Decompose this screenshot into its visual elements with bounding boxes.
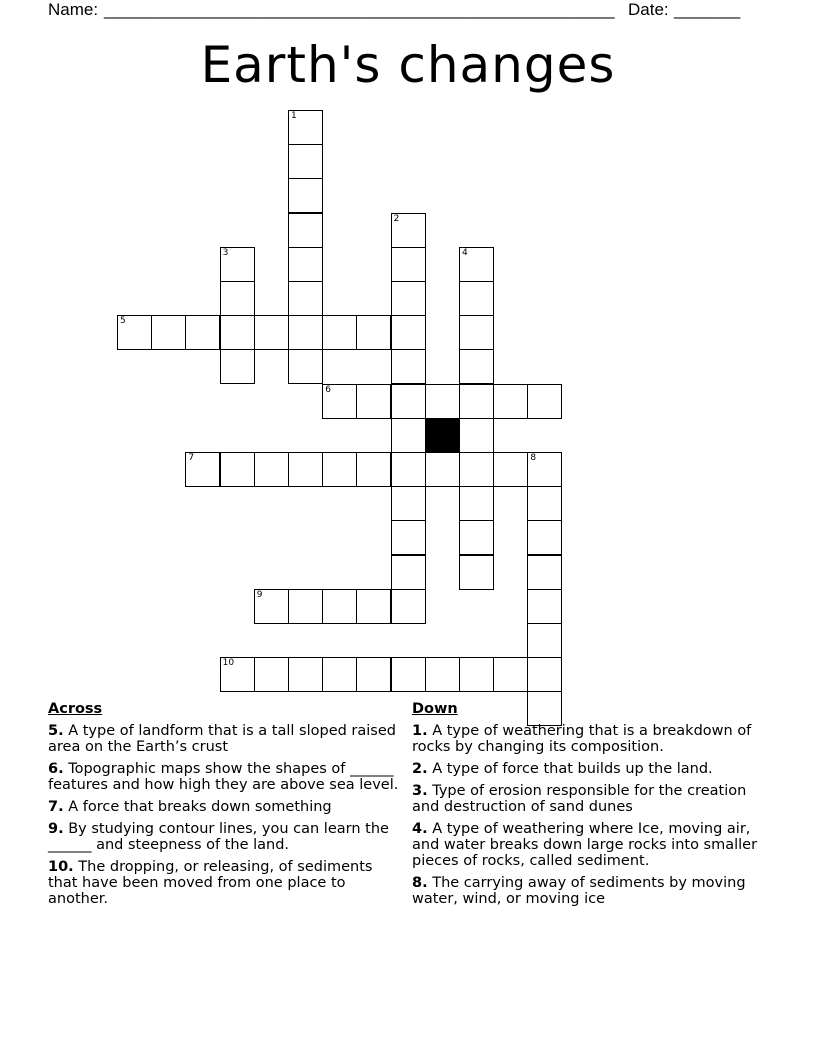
crossword-cell[interactable] [459,555,494,590]
name-blank[interactable]: ______________________________________________________ [104,0,615,19]
crossword-cell[interactable] [288,144,323,179]
crossword-cell[interactable] [220,452,255,487]
clue-down-8 [412,875,772,907]
crossword-cell[interactable] [288,349,323,384]
crossword-cell[interactable] [220,315,255,350]
crossword-cell[interactable] [391,520,426,555]
crossword-cell[interactable] [527,520,562,555]
clue-text: A force that breaks down something [63,799,332,815]
down-clues [412,701,772,913]
crossword-cell[interactable] [220,281,255,316]
crossword-cell[interactable] [356,315,391,350]
cell-number: 7 [188,453,195,463]
crossword-cell[interactable] [185,315,220,350]
name-label: Name: [48,0,99,19]
crossword-cell[interactable] [356,589,391,624]
cell-number: 3 [222,247,229,258]
crossword-cell[interactable] [322,384,357,419]
crossword-cell[interactable] [220,657,255,692]
crossword-cell[interactable] [391,418,426,453]
clue-text: Topographic maps show the shapes of ______ features and how high they are above sea level. [48,761,399,793]
crossword-cell[interactable] [220,247,255,282]
clue-number: 4. [412,821,428,837]
crossword-cell[interactable] [322,589,357,624]
down-heading: Down [412,701,458,717]
crossword-cell[interactable] [527,623,562,658]
clue-text: A type of force that builds up the land. [427,761,713,777]
crossword-cell[interactable] [425,452,460,487]
crossword-cell[interactable] [459,384,494,419]
clue-number: 2. [412,761,428,777]
crossword-cell[interactable] [391,452,426,487]
clue-text: A type of weathering that is a breakdown of rocks by changing its composition. [412,723,752,755]
crossword-cell[interactable] [459,486,494,521]
crossword-cell[interactable] [493,657,528,692]
crossword-cell[interactable] [322,315,357,350]
clue-down-4 [412,821,772,869]
crossword-cell[interactable] [288,657,323,692]
clue-text: By studying contour lines, you can learn the ______ and steepness of the land. [48,821,389,853]
clue-across-10 [48,859,404,907]
crossword-cell[interactable] [459,418,494,453]
crossword-cell[interactable] [117,315,152,350]
crossword-cell[interactable] [459,247,494,282]
cell-number: 10 [222,658,235,669]
clue-text: A type of landform that is a tall sloped raised area on the Earth’s crust [48,723,396,755]
date-label: Date: [628,0,669,19]
across-heading: Across [48,701,103,717]
crossword-cell[interactable] [459,520,494,555]
crossword-cell[interactable] [356,452,391,487]
clue-number: 5. [48,723,64,739]
clue-across-9 [48,821,404,853]
crossword-cell[interactable] [391,315,426,350]
clue-across-7 [48,799,404,815]
cell-number: 4 [462,247,468,258]
clue-text: The carrying away of sediments by moving water, wind, or moving ice [412,875,746,907]
cell-number: 1 [291,111,297,121]
clue-number: 9. [48,821,64,837]
crossword-cell[interactable] [151,315,186,350]
crossword-cell[interactable] [459,349,494,384]
crossword-cell[interactable] [288,213,323,248]
cell-number: 8 [530,453,537,463]
clue-number: 10. [48,859,74,875]
date-blank[interactable]: _______ [674,0,741,19]
crossword-cell[interactable] [527,657,562,692]
clue-number: 8. [412,875,428,891]
crossword-cell[interactable] [459,281,494,316]
crossword-cell[interactable] [527,589,562,624]
clue-number: 6. [48,761,64,777]
crossword-cell[interactable] [391,589,426,624]
crossword-cell[interactable] [254,589,289,624]
crossword-cell[interactable] [322,657,357,692]
crossword-cell[interactable] [254,315,289,350]
cell-number: 6 [325,384,331,395]
crossword-cell[interactable] [288,178,323,213]
crossword-cell[interactable] [356,657,391,692]
cell-number: 5 [120,316,126,327]
clue-across-6 [48,761,404,793]
across-clues [48,701,404,913]
crossword-cell[interactable] [391,486,426,521]
cell-number: 9 [256,589,263,600]
crossword-cell[interactable] [220,349,255,384]
crossword-cell[interactable] [527,452,562,487]
crossword-cell[interactable] [391,384,426,419]
crossword-cell[interactable] [425,384,460,419]
crossword-cell[interactable] [288,315,323,350]
clue-down-1 [412,723,772,755]
crossword-cell[interactable] [459,452,494,487]
crossword-cell[interactable] [391,213,426,248]
crossword-cell[interactable] [493,384,528,419]
crossword-cell[interactable] [425,657,460,692]
clue-number: 7. [48,799,64,815]
crossword-cell[interactable] [288,452,323,487]
crossword-cell[interactable] [391,247,426,282]
clue-text: The dropping, or releasing, of sediments that have been moved from one place to another. [48,859,373,907]
crossword-cell[interactable] [356,384,391,419]
crossword-cell[interactable] [527,486,562,521]
clue-number: 3. [412,783,428,799]
clue-number: 1. [412,723,428,739]
crossword-cell[interactable] [493,452,528,487]
clue-text: Type of erosion responsible for the creation and destruction of sand dunes [412,783,747,815]
crossword-cell[interactable] [391,281,426,316]
crossword-cell[interactable] [391,657,426,692]
crossword-cell[interactable] [254,657,289,692]
clue-down-2 [412,761,772,777]
clue-down-3 [412,783,772,815]
crossword-cell[interactable] [527,384,562,419]
cell-number: 2 [393,213,400,224]
crossword-cell[interactable] [459,657,494,692]
crossword-cell[interactable] [254,452,289,487]
crossword-cell[interactable] [459,315,494,350]
crossword-cell[interactable] [391,555,426,590]
crossword-cell[interactable] [391,349,426,384]
black-cell [425,418,460,453]
crossword-cell[interactable] [527,555,562,590]
crossword-cell[interactable] [288,589,323,624]
crossword-cell[interactable] [185,452,220,487]
crossword-cell[interactable] [288,281,323,316]
crossword-cell[interactable] [288,110,323,145]
clue-text: A type of weathering where Ice, moving air, and water breaks down large rocks into smaller pieces of rocks, called sediment. [412,821,758,869]
crossword-cell[interactable] [322,452,357,487]
crossword-cell[interactable] [288,247,323,282]
page-title: Earth's changes [200,36,616,94]
clue-across-5 [48,723,404,755]
